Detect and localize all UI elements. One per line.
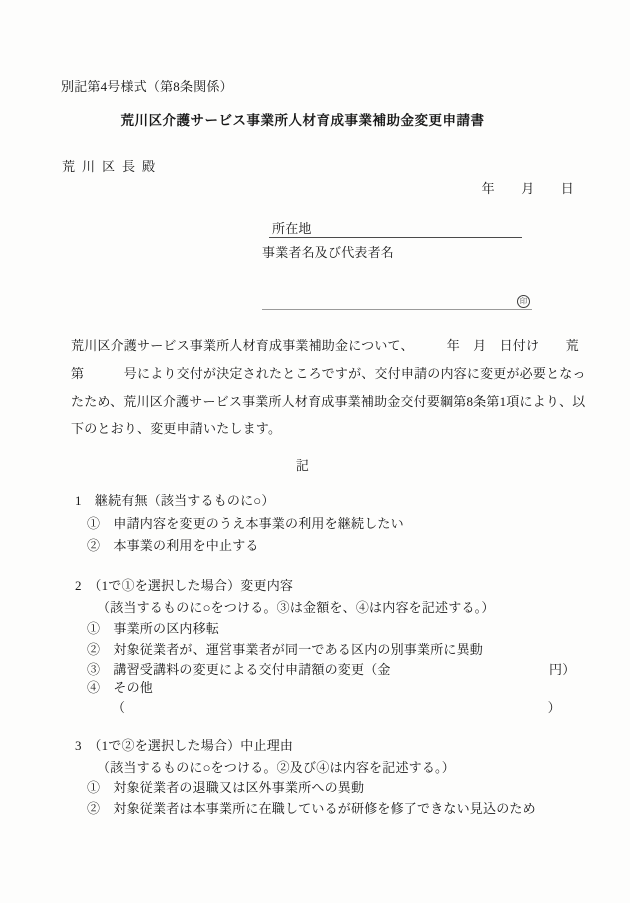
address-label: 所在地 bbox=[272, 221, 312, 236]
seal-icon bbox=[517, 295, 530, 308]
section-2-other-blank-field: （ ） bbox=[112, 700, 561, 715]
form-number-label: 別記第4号様式（第8条関係） bbox=[61, 79, 233, 94]
record-heading: 記 bbox=[295, 458, 310, 473]
section-2-item: ④ その他 bbox=[87, 680, 154, 695]
section-1-item: ② 本事業の利用を中止する bbox=[87, 538, 259, 553]
section-3-item: ② 対象従業者は本事業所に在職しているが研修を修了できない見込のため bbox=[87, 801, 536, 816]
body-paragraph-line: 荒川区介護サービス事業所人材育成事業補助金について、 年 月 日付け 荒 bbox=[71, 338, 579, 353]
section-3-note: （該当するものに○をつける。②及び④は内容を記述する。） bbox=[97, 760, 455, 775]
section-2-heading: 2 （1で①を選択した場合）変更内容 bbox=[75, 578, 294, 593]
address-field-underline bbox=[269, 220, 522, 238]
body-paragraph-line: 下のとおり、変更申請いたします。 bbox=[71, 421, 282, 436]
document-title: 荒川区介護サービス事業所人材育成事業補助金変更申請書 bbox=[120, 113, 485, 128]
business-name-label: 事業者名及び代表者名 bbox=[262, 245, 395, 260]
addressee-line: 荒川区長殿 bbox=[62, 159, 163, 174]
section-2-item: ② 対象従業者が、運営事業者が同一である区内の別事業所に異動 bbox=[87, 642, 484, 657]
section-1-item: ① 申請内容を変更のうえ本事業の利用を継続したい bbox=[87, 516, 404, 531]
section-3-heading: 3 （1で②を選択した場合）中止理由 bbox=[75, 738, 294, 753]
date-placeholder-line: 年 月 日 bbox=[481, 181, 574, 196]
section-3-item: ① 対象従業者の退職又は区外事業所への異動 bbox=[87, 780, 365, 795]
body-paragraph-line: たため、荒川区介護サービス事業所人材育成事業補助金交付要綱第8条第1項により、以 bbox=[71, 394, 586, 409]
body-paragraph-line: 第 号により交付が決定されたところですが、交付申請の内容に変更が必要となっ bbox=[71, 366, 586, 381]
section-2-item: ③ 講習受講料の変更による交付申請額の変更（金 円） bbox=[87, 662, 576, 677]
section-1-heading: 1 継続有無（該当するものに○） bbox=[75, 493, 275, 508]
section-2-note: （該当するものに○をつける。③は金額を、④は内容を記述する。） bbox=[97, 600, 495, 615]
seal-icon-label: 印 bbox=[519, 297, 528, 306]
section-2-item: ① 事業所の区内移転 bbox=[87, 621, 220, 636]
signature-field-underline bbox=[262, 291, 532, 310]
